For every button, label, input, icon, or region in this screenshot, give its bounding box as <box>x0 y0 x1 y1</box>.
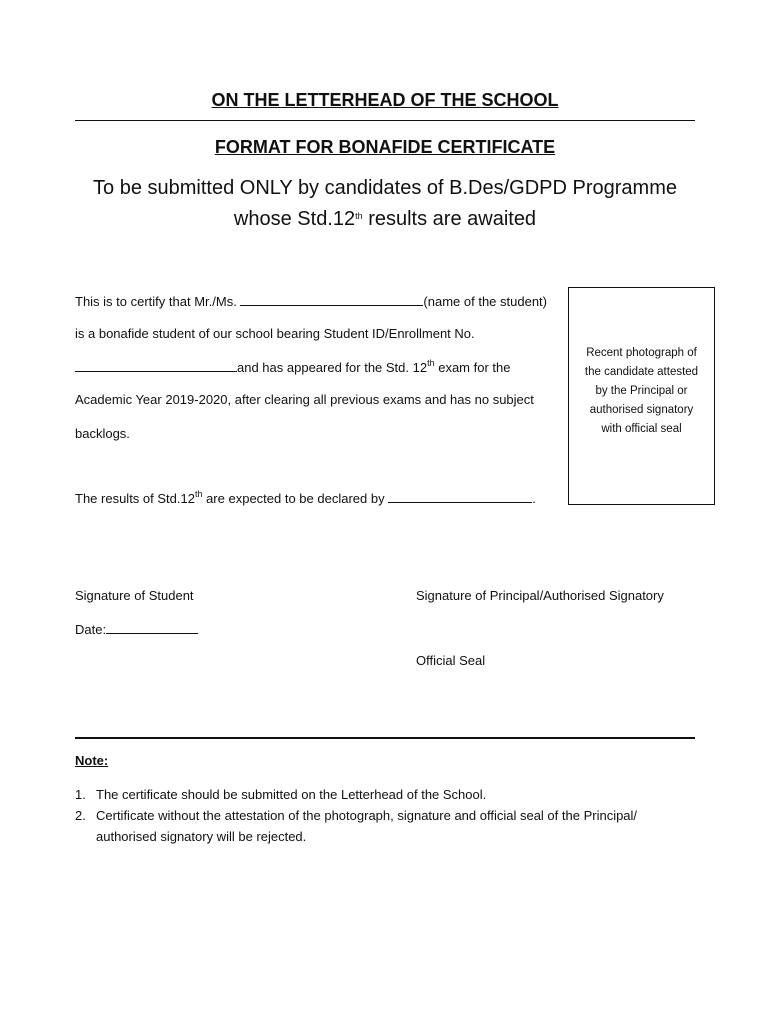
note-text: The certificate should be submitted on the Letterhead of the School. <box>96 787 487 802</box>
exam-text-post: exam for the <box>434 360 511 375</box>
note-continuation: authorised signatory will be rejected. <box>96 829 307 844</box>
notes-divider <box>75 737 695 739</box>
results-line <box>75 490 536 506</box>
backlogs-line: backlogs. <box>75 426 130 441</box>
certify-line <box>75 293 547 309</box>
note-item <box>75 808 637 823</box>
photo-box <box>568 287 715 505</box>
photo-box-line: by the Principal or <box>595 385 688 397</box>
note-item <box>75 787 486 802</box>
date-label: Date: <box>75 622 107 637</box>
exam-line <box>75 359 510 375</box>
enrollment-number-blank[interactable] <box>75 359 237 372</box>
subtitle-line-2 <box>0 208 770 231</box>
photo-box-line: with official seal <box>601 423 682 435</box>
certify-text: This is to certify that Mr./Ms. <box>75 294 241 309</box>
subtitle-line-2-pre: whose Std.12 <box>233 208 356 230</box>
academic-year-line: Academic Year 2019-2020, after clearing all previous exams and has no subject <box>75 392 534 407</box>
letterhead-title: ON THE LETTERHEAD OF THE SCHOOL <box>211 90 559 110</box>
results-date-blank[interactable] <box>388 490 532 503</box>
student-name-blank[interactable] <box>240 293 423 306</box>
student-signature-label: Signature of Student <box>75 588 194 603</box>
results-text-post: are expected to be declared by <box>202 491 389 506</box>
date-blank[interactable] <box>106 621 198 634</box>
official-seal-label: Official Seal <box>416 653 486 668</box>
note-number: 2. <box>75 808 86 823</box>
subtitle-superscript: th <box>355 211 363 221</box>
photo-box-line: the candidate attested <box>584 366 699 378</box>
exam-text-pre: and has appeared for the Std. 12 <box>237 360 428 375</box>
note-text: Certificate without the attestation of the photograph, signature and official seal of the Principal/ <box>96 808 638 823</box>
results-end: . <box>532 491 536 506</box>
principal-signature-label: Signature of Principal/Authorised Signatory <box>416 588 664 603</box>
exam-superscript: th <box>427 358 435 368</box>
results-text-pre: The results of Std.12 <box>75 491 195 506</box>
subtitle-line-1: To be submitted ONLY by candidates of B.Des/GDPD Programme <box>93 177 677 199</box>
note-number: 1. <box>75 787 86 802</box>
photo-box-line: Recent photograph of <box>586 347 697 359</box>
enrollment-line: is a bonafide student of our school bearing Student ID/Enrollment No. <box>75 326 475 341</box>
results-superscript: th <box>194 489 203 499</box>
photo-box-line: authorised signatory <box>589 404 694 416</box>
student-name-hint: (name of the student) <box>423 294 547 309</box>
subtitle-line-2-post: results are awaited <box>362 208 537 230</box>
format-title: FORMAT FOR BONAFIDE CERTIFICATE <box>214 137 556 157</box>
note-title: Note: <box>75 753 109 768</box>
date-line <box>75 621 198 637</box>
header-divider <box>75 120 695 121</box>
